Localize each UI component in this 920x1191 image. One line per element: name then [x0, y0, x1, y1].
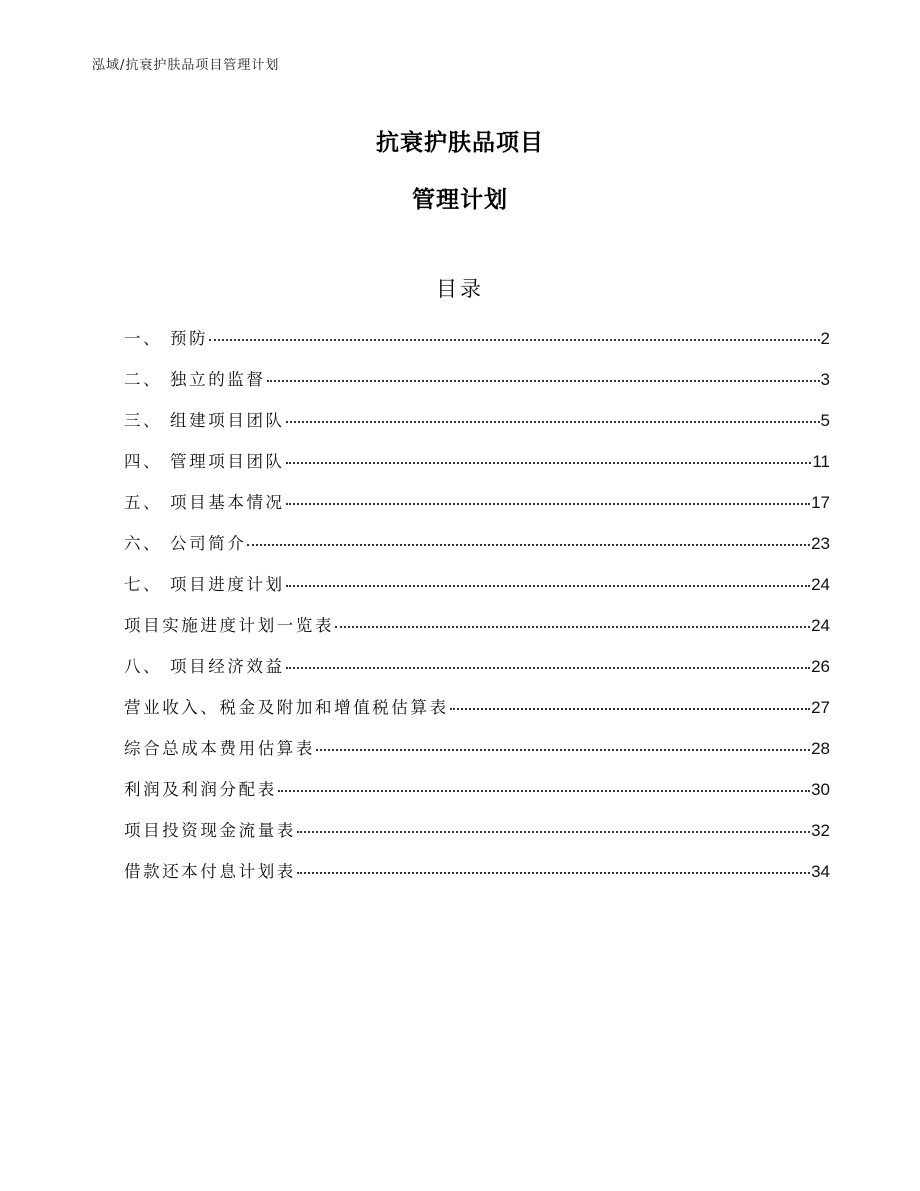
- toc-entry-label: 项目实施进度计划一览表: [124, 616, 335, 635]
- dot-leader: [286, 421, 820, 423]
- toc-entry-label: 利润及利润分配表: [124, 780, 277, 799]
- toc-entry-page: 5: [820, 411, 830, 430]
- toc-entry-page: 3: [820, 370, 830, 389]
- dot-leader: [297, 872, 810, 874]
- toc-entry-page: 26: [811, 657, 830, 676]
- toc-entry[interactable]: [124, 325, 830, 366]
- toc-entry-page: 28: [811, 739, 830, 758]
- toc-entry-label: 二、 独立的监督: [124, 370, 266, 389]
- toc-entry[interactable]: [124, 694, 830, 735]
- toc-entry-page: 23: [811, 534, 830, 553]
- dot-leader: [316, 749, 810, 751]
- toc-entry[interactable]: [124, 571, 830, 612]
- toc-entry-label: 项目投资现金流量表: [124, 821, 296, 840]
- table-of-contents: [124, 325, 830, 899]
- dot-leader: [335, 626, 810, 628]
- toc-entry-label: 四、 管理项目团队: [124, 452, 285, 471]
- toc-entry[interactable]: [124, 407, 830, 448]
- toc-entry-label: 八、 项目经济效益: [124, 657, 285, 676]
- toc-entry-page: 2: [820, 329, 830, 348]
- toc-entry-page: 30: [811, 780, 830, 799]
- dot-leader: [450, 708, 810, 710]
- toc-heading: 目录: [436, 277, 484, 301]
- toc-entry[interactable]: [124, 489, 830, 530]
- toc-entry-page: 32: [811, 821, 830, 840]
- toc-entry-page: 24: [811, 575, 830, 594]
- toc-entry-label: 六、 公司简介: [124, 534, 247, 553]
- dot-leader: [209, 339, 819, 341]
- toc-entry-label: 三、 组建项目团队: [124, 411, 285, 430]
- toc-entry-page: 11: [812, 452, 830, 471]
- document-title-line2: 管理计划: [412, 187, 508, 213]
- dot-leader: [286, 503, 810, 505]
- toc-entry-page: 34: [811, 862, 830, 881]
- dot-leader: [297, 831, 810, 833]
- toc-entry[interactable]: [124, 448, 830, 489]
- toc-entry-label: 营业收入、税金及附加和增值税估算表: [124, 698, 449, 717]
- dot-leader: [286, 667, 810, 669]
- toc-entry[interactable]: [124, 735, 830, 776]
- dot-leader: [278, 790, 810, 792]
- toc-entry[interactable]: [124, 653, 830, 694]
- toc-entry-label: 一、 预防: [124, 329, 209, 348]
- running-header: 泓域/抗衰护肤品项目管理计划: [92, 58, 280, 73]
- toc-entry-label: 综合总成本费用估算表: [124, 739, 315, 758]
- toc-entry[interactable]: [124, 817, 830, 858]
- toc-entry-page: 17: [811, 493, 830, 512]
- toc-entry[interactable]: [124, 858, 830, 899]
- dot-leader: [247, 544, 810, 546]
- document-title-line1: 抗衰护肤品项目: [376, 130, 544, 156]
- toc-entry-page: 27: [811, 698, 830, 717]
- dot-leader: [267, 380, 820, 382]
- toc-entry[interactable]: [124, 530, 830, 571]
- dot-leader: [286, 462, 812, 464]
- toc-entry-page: 24: [811, 616, 830, 635]
- dot-leader: [286, 585, 810, 587]
- toc-entry-label: 七、 项目进度计划: [124, 575, 285, 594]
- toc-entry[interactable]: [124, 366, 830, 407]
- toc-entry[interactable]: [124, 776, 830, 817]
- toc-entry[interactable]: [124, 612, 830, 653]
- toc-entry-label: 借款还本付息计划表: [124, 862, 296, 881]
- toc-entry-label: 五、 项目基本情况: [124, 493, 285, 512]
